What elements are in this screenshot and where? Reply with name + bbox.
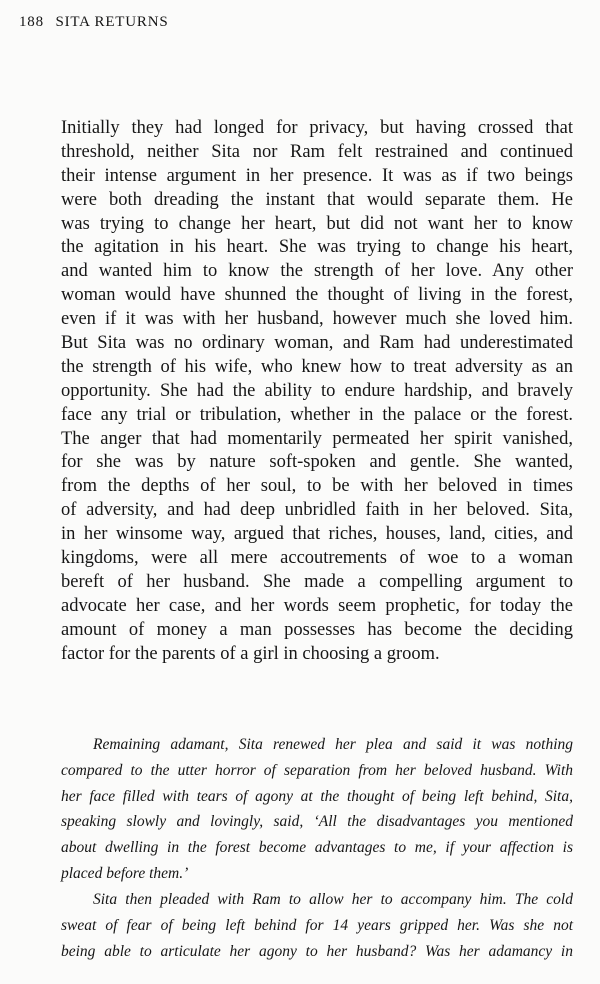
text-line: threshold, neither Sita nor Ram felt restrained and continued xyxy=(61,141,573,162)
quote-line: her face filled with tears of agony at the thought of being left behind, Sita, xyxy=(61,787,573,805)
quote-line: sweat of fear of being left behind for 14 years gripped her. Was she not xyxy=(61,916,573,934)
running-head xyxy=(19,14,168,31)
text-line: woman would have shunned the thought of living in the forest, xyxy=(61,285,573,306)
text-line: opportunity. She had the ability to endure hardship, and bravely xyxy=(61,380,573,401)
text-line: factor for the parents of a girl in choosing a groom. xyxy=(61,643,440,664)
text-line: even if it was with her husband, however much she loved him. xyxy=(61,309,573,330)
text-line: kingdoms, were all mere accoutrements of woe to a woman xyxy=(61,548,573,569)
text-line: for she was by nature soft-spoken and gentle. She wanted, xyxy=(61,452,573,473)
text-line: and wanted him to know the strength of her love. Any other xyxy=(61,261,573,282)
text-line: bereft of her husband. She made a compelling argument to xyxy=(61,571,573,592)
quote-line: Sita then pleaded with Ram to allow her to accompany him. The cold xyxy=(93,891,573,908)
text-line: was trying to change her heart, but did not want her to know xyxy=(61,213,573,234)
text-line: the agitation in his heart. She was trying to change his heart, xyxy=(61,237,573,258)
quote-line: speaking slowly and lovingly, said, ‘All the disadvantages you mentioned xyxy=(61,813,573,831)
text-line: Initially they had longed for privacy, but having crossed that xyxy=(61,118,573,138)
quote-paragraph-2 xyxy=(61,887,573,964)
running-title: SITA RETURNS xyxy=(55,14,169,30)
text-line: were both dreading the instant that would separate them. He xyxy=(61,189,573,210)
quote-line: about dwelling in the forest become advantages to me, if your affection is xyxy=(61,839,573,857)
quote-line: Remaining adamant, Sita renewed her plea and said it was nothing xyxy=(93,736,573,753)
text-line: of adversity, and had deep unbridled faith in her beloved. Sita, xyxy=(61,500,573,521)
text-line: face any trial or tribulation, whether in the palace or the forest. xyxy=(61,404,573,425)
quote-line: compared to the utter horror of separation from her beloved husband. With xyxy=(61,761,573,779)
text-line: their intense argument in her presence. It was as if two beings xyxy=(61,165,573,186)
text-line: the strength of his wife, who knew how to treat adversity as an xyxy=(61,356,573,377)
quote-line: placed before them.’ xyxy=(61,864,189,882)
text-line: amount of money a man possesses has become the deciding xyxy=(61,619,573,640)
text-line: The anger that had momentarily permeated her spirit vanished, xyxy=(61,428,573,449)
text-line: from the depths of her soul, to be with her beloved in times xyxy=(61,476,573,497)
text-line: But Sita was no ordinary woman, and Ram had underestimated xyxy=(61,333,573,354)
quote-line: being able to articulate her agony to her husband? Was her adamancy in xyxy=(61,942,573,960)
page-number: 188 xyxy=(19,14,44,30)
main-paragraph xyxy=(61,117,573,666)
text-line: in her winsome way, argued that riches, houses, land, cities, and xyxy=(61,524,573,545)
text-line: advocate her case, and her words seem prophetic, for today the xyxy=(61,595,573,616)
quote-paragraph-1 xyxy=(61,732,573,887)
